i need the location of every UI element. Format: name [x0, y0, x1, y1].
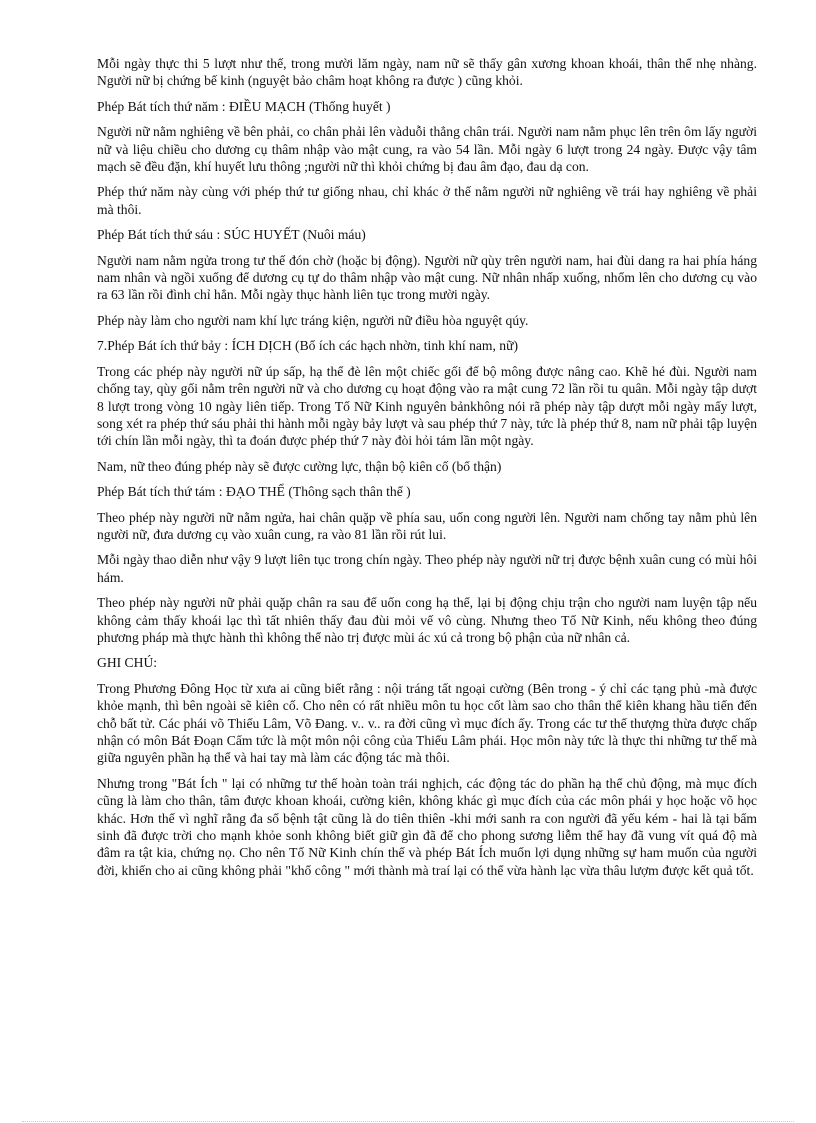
body-paragraph: Nam, nữ theo đúng phép này sẽ được cường lực, thận bộ kiên cố (bổ thận): [97, 458, 502, 474]
body-paragraph: Theo phép này người nữ phải quặp chân ra sau để uốn cong hạ thể, lại bị động chịu trận cho người nam luyện tập nếu không cảm thấy khoái lạc thì tất nhiên thấy đau đùi mỏi vế vô cùng. Nhưng theo Tố Nữ Kinh, nếu không theo đúng phương pháp mà thực hành thì không thể nào trị được mùi ác xú cả trong bộ phận của nữ nhân cả.: [97, 595, 757, 645]
section-heading: Phép Bát tích thứ tám : ĐẠO THỂ (Thông sạch thân thể ): [97, 484, 411, 500]
body-paragraph: Người nữ nằm nghiêng về bên phải, co chân phải lên vàduỗi thẳng chân trái. Người nam nằm phục lên trên ôm lấy người nữ và liệu chiều cho dương cụ thâm nhập vào mật cung, ra vào 54 lần. Mỗi ngày 6 lượt trong 24 ngày. Được vậy tâm mạch sẽ đều đặn, khí huyết lưu thông ;người nữ thì khỏi chứng bị đau âm đạo, đau dạ con.: [97, 124, 757, 175]
section-heading: Phép Bát tích thứ năm : ĐIỀU MẠCH (Thống huyết ): [97, 98, 391, 114]
body-paragraph: Phép thứ năm này cùng với phép thứ tư giống nhau, chỉ khác ở thế nằm người nữ nghiêng về trái hay nghiêng về phải mà thôi.: [97, 184, 757, 217]
section-heading: 7.Phép Bát ích thứ bảy : ÍCH DỊCH (Bổ ích các hạch nhờn, tinh khí nam, nữ): [97, 338, 518, 354]
body-paragraph: Mỗi ngày thực thi 5 lượt như thế, trong mười lăm ngày, nam nữ sẽ thấy gân xương khoan khoái, thân thể nhẹ nhàng. Người nữ bị chứng bế kinh (nguyệt bảo châm hoạt không ra được ) cũng khỏi.: [97, 56, 757, 89]
section-heading: Phép Bát tích thứ sáu : SÚC HUYẾT (Nuôi máu): [97, 227, 366, 243]
body-paragraph: Trong các phép này người nữ úp sấp, hạ thể đè lên một chiếc gối để bộ mông được nâng cao. Khẽ hé đùi. Người nam chống tay, qùy gối nằm trên người nữ và cho dương cụ hoạt động vào ra mật cung 72 lần rồi tu quân. Mỗi ngày tập dượt 8 lượt trong vòng 10 ngày liên tiếp. Trong Tố Nữ Kinh nguyên bảnkhông nói rã phép này tập dượt mỗi ngày mấy lượt, song xét ra phép thứ sáu phải thi hành mỗi ngày bảy lượt và sau phép thứ 7 này, tức là phép thứ 8, nam nữ phải tập luyện tới chín lần mỗi ngày, thì ta đoán được phép thứ 7 này đòi hỏi tám lần một ngày.: [97, 363, 757, 449]
body-paragraph: Phép này làm cho người nam khí lực tráng kiện, người nữ điều hòa nguyệt qúy.: [97, 312, 529, 328]
body-paragraph: Theo phép này người nữ nằm ngửa, hai chân quặp về phía sau, uốn cong người lên. Người nam chống tay nằm phủ lên người nữ, đưa dương cụ vào xuân cung, ra vào 81 lần rồi rút lui.: [97, 509, 757, 542]
body-paragraph: Nhưng trong "Bát Ích " lại có những tư thế hoàn toàn trái nghịch, các động tác do phần hạ thể chủ động, mà mục đích cũng là làm cho thân, tâm được khoan khoái, cường kiên, không khác gì mục đích của các môn phái y học hoặc võ học khác. Hơn thế vì nghĩ rằng đa số bệnh tật cũng là do tiên thiên -khi mới sanh ra con người đã yếu kém - hai là tại bẩm sinh đã được trời cho mạnh khỏe sonh không biết giữ gìn đã để cho phong sương liễm thể hay đã vung vít quá độ mà đâm ra tật kia, chứng nọ. Cho nên Tố Nữ Kinh chín thế và phép Bát Ích muốn lợi dụng những sự ham muốn của người đời, khiến cho ai cũng không phải "khổ công " mới thành mà traí lại có thể vừa hành lạc vừa thâu lượm được kết quả tốt.: [97, 775, 757, 878]
document-page: [97, 55, 757, 887]
body-paragraph: Người nam nằm ngửa trong tư thế đón chờ (hoặc bị động). Người nữ qùy trên người nam, hai đùi dang ra hai phía háng nam nhân và ngồi xuống để dương cụ tự do thâm nhập vào mật cung. Nữ nhân nhấp xuống, nhổm lên cho dương cụ vào ra 63 lần rồi đình chỉ hẳn. Mỗi ngày thục hành liên tục trong mười ngày.: [97, 252, 757, 303]
body-paragraph: Trong Phương Đông Học từ xưa ai cũng biết rằng : nội tráng tất ngoại cường (Bên trong - ý chỉ các tạng phủ -mà được khỏe mạnh, thì bên ngoài sẽ kiên cố. Cho nên có rất nhiều môn tu học cốt làm sao cho thân thể kiên khang hầu tiến đến chỗ bất tử. Các phái võ Thiếu Lâm, Võ Đang. v.. v.. ra đời cũng vì mục đích ấy. Trong các tư thế thượng thừa được chấp nhận có môn Bát Đoạn Cẩm tức là một môn nội công của Thiếu Lâm phái. Học môn này tức là thực thi những tư thế mà giữa nguyên phần hạ thể và hai tay mà làm các động tác mà thôi.: [97, 680, 757, 766]
body-paragraph: Mỗi ngày thao diễn như vậy 9 lượt liên tục trong chín ngày. Theo phép này người nữ trị được bệnh xuân cung có mùi hôi hám.: [97, 552, 757, 585]
notes-heading: GHI CHÚ:: [97, 655, 158, 671]
page-bottom-rule: [22, 1121, 794, 1122]
